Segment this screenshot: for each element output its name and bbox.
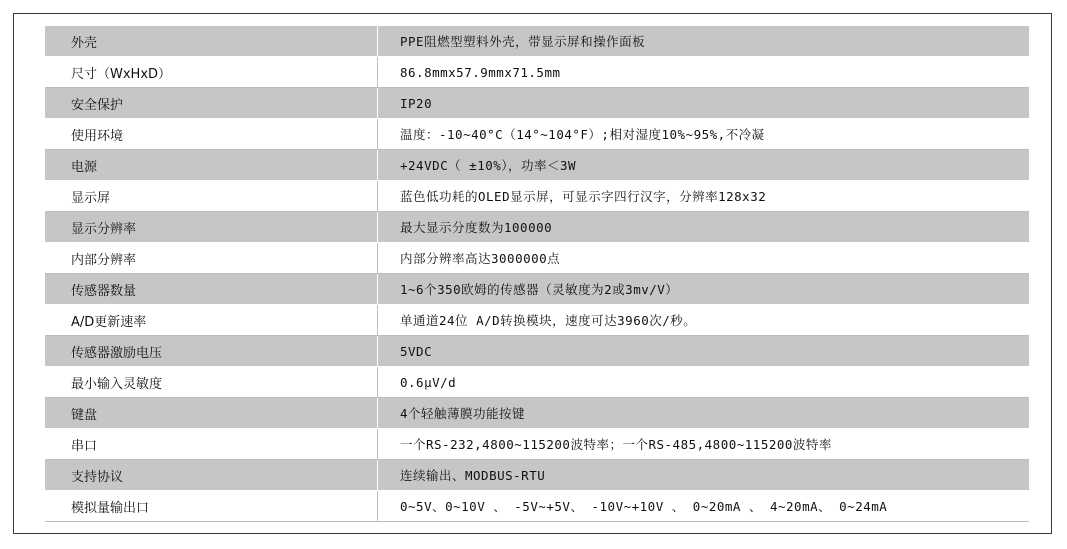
spec-value: 5VDC <box>378 336 1030 367</box>
spec-table <box>45 25 1029 522</box>
table-row <box>45 57 1029 88</box>
spec-value: IP20 <box>378 88 1030 119</box>
table-row <box>45 336 1029 367</box>
table-row <box>45 212 1029 243</box>
spec-value: PPE阻燃型塑料外壳，带显示屏和操作面板 <box>378 26 1030 57</box>
table-row <box>45 150 1029 181</box>
spec-label: 传感器激励电压 <box>45 336 378 367</box>
table-row <box>45 367 1029 398</box>
table-row <box>45 460 1029 491</box>
spec-value: 单通道24位 A/D转换模块，速度可达3960次/秒。 <box>378 305 1030 336</box>
spec-label: 安全保护 <box>45 88 378 119</box>
spec-value: 1~6个350欧姆的传感器（灵敏度为2或3mv/V） <box>378 274 1030 305</box>
table-row <box>45 274 1029 305</box>
table-row <box>45 305 1029 336</box>
spec-value: 温度：-10~40°C（14°~104°F）;相对湿度10%~95%,不冷凝 <box>378 119 1030 150</box>
spec-label: 支持协议 <box>45 460 378 491</box>
spec-value: +24VDC（ ±10%），功率＜3W <box>378 150 1030 181</box>
spec-label: 最小输入灵敏度 <box>45 367 378 398</box>
spec-value: 一个RS-232,4800~115200波特率；一个RS-485,4800~115200波特率 <box>378 429 1030 460</box>
spec-value: 4个轻触薄膜功能按键 <box>378 398 1030 429</box>
table-row <box>45 26 1029 57</box>
spec-label: 电源 <box>45 150 378 181</box>
table-row <box>45 181 1029 212</box>
table-row <box>45 429 1029 460</box>
spec-label: 键盘 <box>45 398 378 429</box>
spec-value: 0.6μV/d <box>378 367 1030 398</box>
spec-label: 串口 <box>45 429 378 460</box>
spec-value: 内部分辨率高达3000000点 <box>378 243 1030 274</box>
spec-label: 内部分辨率 <box>45 243 378 274</box>
spec-value: 0~5V、0~10V 、 -5V~+5V、 -10V~+10V 、 0~20mA 、 4~20mA、 0~24mA <box>378 491 1030 522</box>
spec-value: 86.8mmx57.9mmx71.5mm <box>378 57 1030 88</box>
spec-value: 连续输出、MODBUS-RTU <box>378 460 1030 491</box>
spec-label: 模拟量输出口 <box>45 491 378 522</box>
spec-label: 尺寸（WxHxD） <box>45 57 378 88</box>
table-row <box>45 398 1029 429</box>
table-row <box>45 491 1029 522</box>
spec-label: A/D更新速率 <box>45 305 378 336</box>
table-row <box>45 88 1029 119</box>
spec-value: 最大显示分度数为100000 <box>378 212 1030 243</box>
spec-label: 传感器数量 <box>45 274 378 305</box>
spec-value: 蓝色低功耗的OLED显示屏，可显示字四行汉字，分辨率128x32 <box>378 181 1030 212</box>
table-row <box>45 119 1029 150</box>
spec-label: 外壳 <box>45 26 378 57</box>
table-row <box>45 243 1029 274</box>
spec-label: 显示分辨率 <box>45 212 378 243</box>
spec-label: 使用环境 <box>45 119 378 150</box>
spec-label: 显示屏 <box>45 181 378 212</box>
